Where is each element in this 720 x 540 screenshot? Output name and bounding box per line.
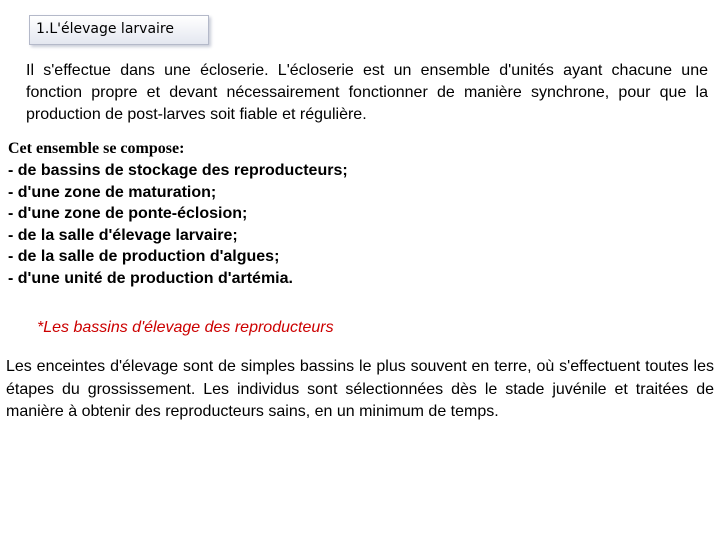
compose-heading: Cet ensemble se compose: xyxy=(8,140,185,157)
list-item: - de la salle de production d'algues; xyxy=(8,248,280,265)
subheading: *Les bassins d'élevage des reproducteurs xyxy=(37,319,334,336)
list-item: - d'une zone de maturation; xyxy=(8,183,217,201)
body-paragraph: Les enceintes d'élevage sont de simples bassins le plus souvent en terre, où s'effectuent toutes les étapes du grossissement. Les individus sont sélectionnées dès le stade juvénile et traitées de manière à obtenir des reproducteurs sains, en un minimum de temps. xyxy=(6,358,714,420)
list-item: - de bassins de stockage des reproducteurs; xyxy=(8,162,348,179)
section-title: 1.L'élevage larvaire xyxy=(36,21,174,37)
intro-paragraph: Il s'effectue dans une écloserie. L'écloserie est un ensemble d'unités ayant chacune une fonction propre et devant nécessairement fonctionner de manière synchrone, pour que la production de post-larves soit fiable et régulière. xyxy=(26,62,708,123)
section-title-box xyxy=(29,15,209,45)
components-list xyxy=(8,160,348,289)
list-item: - d'une zone de ponte-éclosion; xyxy=(8,205,248,222)
list-item: - d'une unité de production d'artémia. xyxy=(8,269,293,287)
list-item: - de la salle d'élevage larvaire; xyxy=(8,226,238,244)
